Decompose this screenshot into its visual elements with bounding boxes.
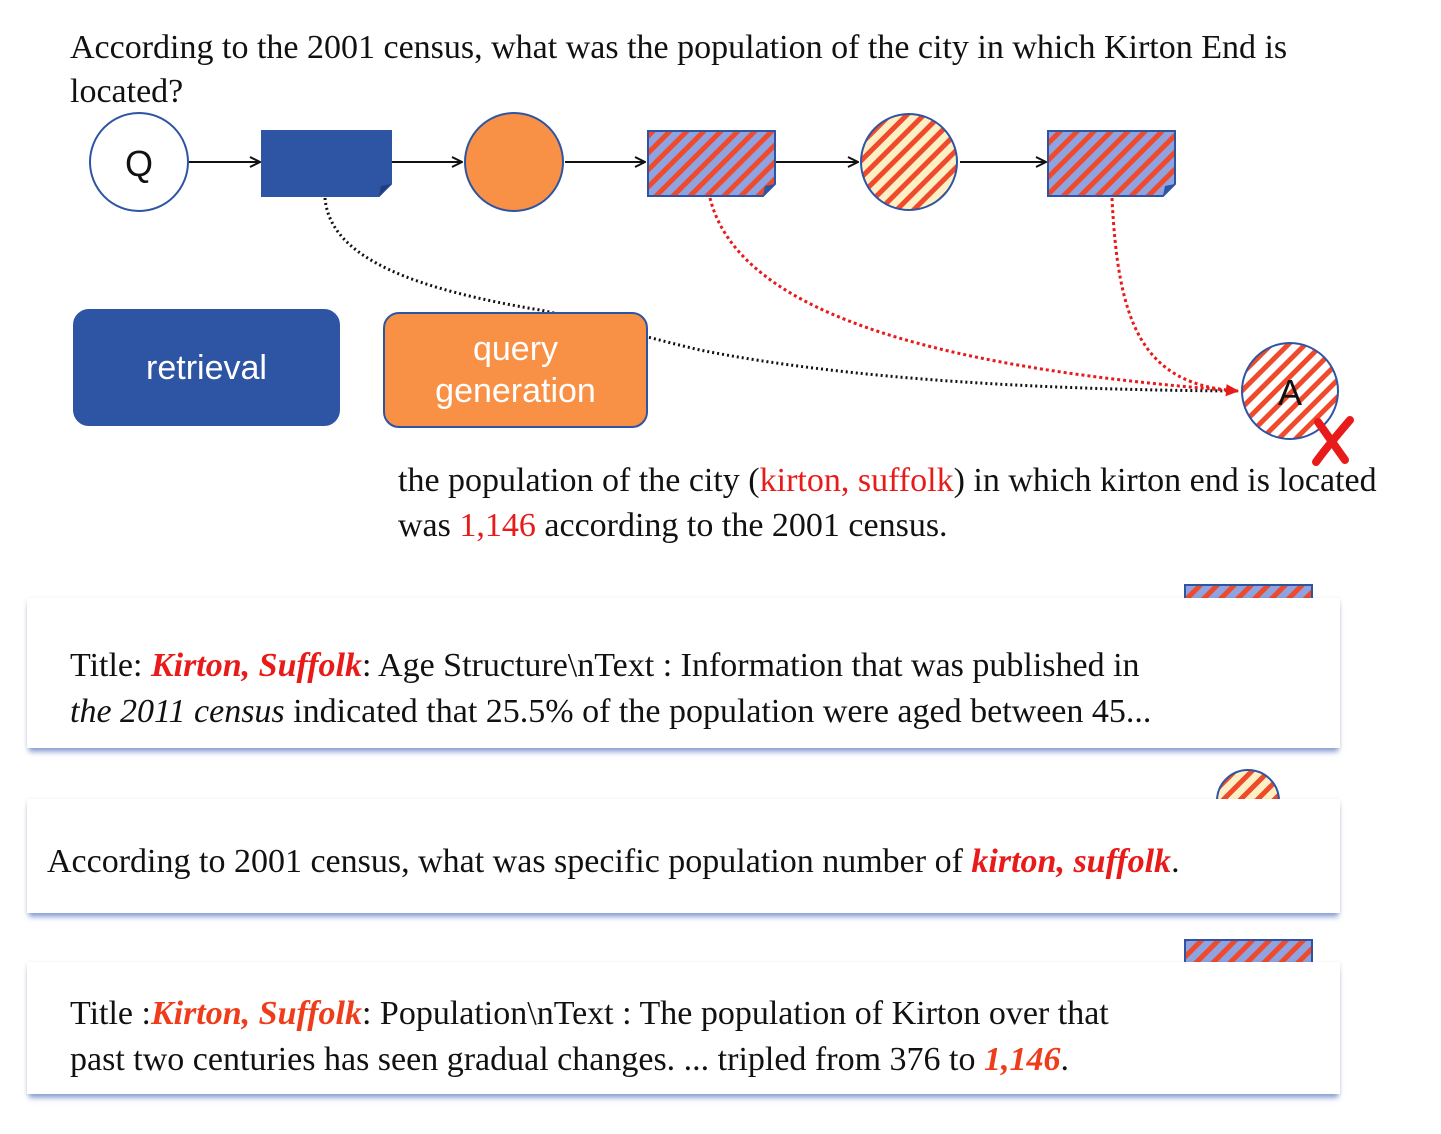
retrieved-document-card-2 [27,962,1340,1094]
query-generation-node [465,113,563,211]
answer-node-label: A [1277,372,1303,413]
document-title-highlight: Kirton, Suffolk [150,647,362,684]
document-number-highlight: 1,146 [983,1041,1061,1078]
legend-query-label-line2: generation [435,372,596,410]
retrieval-document [262,131,391,196]
document-2-to-answer-arrow [1112,198,1238,391]
document-card-text: Title :Kirton, Suffolk: Population\nText : The population of Kirton over that past two centuries has seen gradual changes. ... tripled from 376 to 1,146. [70,995,1109,1078]
answer-city-highlight: kirton, suffolk [759,462,954,499]
legend-retrieval [73,309,340,426]
retrieved-document-2 [1048,131,1175,196]
legend-query-label-line1: query [472,330,559,368]
document-card-text: Title: Kirton, Suffolk: Age Structure\nText : Information that was published in the 2011 census indicated that 25.5% of the population were aged between 45... [70,647,1152,730]
retrieved-document-1 [648,131,775,196]
generated-query-card [27,799,1340,913]
wrong-answer-mark [1316,420,1350,462]
generated-query-node [861,114,957,210]
retrieved-document-card-1 [27,598,1340,748]
answer-number-highlight: 1,146 [459,507,536,544]
generated-answer-text: the population of the city (kirton, suffolk) in which kirton end is located was 1,146 according to the 2001 census. [398,462,1377,544]
document-title-highlight: Kirton, Suffolk [150,995,362,1032]
legend-retrieval-label: retrieval [146,348,267,387]
query-highlight: kirton, suffolk [971,843,1172,880]
question-node-label: Q [124,143,154,184]
query-card-text: According to 2001 census, what was specific population number of kirton, suffolk. [47,843,1180,880]
legend-query-generation [383,312,648,428]
question-text: According to the 2001 census, what was the population of the city in which Kirton End is located? [70,29,1288,110]
